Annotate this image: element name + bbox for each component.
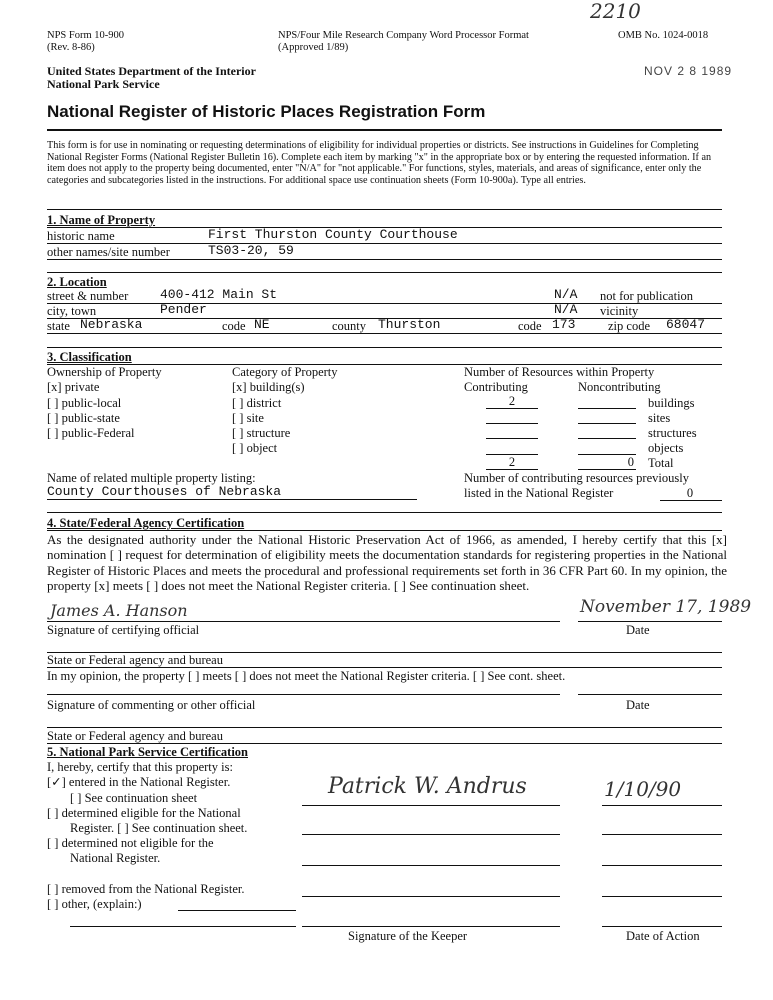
street-label: street & number [47,289,129,303]
entered-in-register[interactable]: [✓] entered in the National Register. [47,775,231,789]
certification-text: As the designated authority under the National Historic Preservation Act of 1966, as amended, I hereby certify that this [x] nomination [ ] request for determination of eligibility meets the documentation standards for registering properties in the National Register of Historic Places and meets the procedural and professional requirements set forth in 36 CFR Part 60. In my opinion, the property [x] meets [ ] does not meet the National Register criteria. [ ] See continuation sheet. [47,532,727,593]
blank-line [302,805,560,806]
form-instructions: This form is for use in nominating or requesting determinations of eligibility for individual properties or districts. See instructions in Guidelines for Completing National Register Forms (National Register Bulletin 16). Complete each item by marking "x" in the appropriate box or by entering the requested information. If an item does not apply to the property being documented, enter "N/A" for "not applicable." For functions, styles, materials, and areas of significance, enter only the categories and subcategories listed in the instructions. For additional space use continuation sheets (Form 10-900a). Type all entries. [47,140,712,186]
certifying-signature: James A. Hanson [50,601,188,620]
county-value[interactable]: Thurston [378,317,441,332]
county-label: county [332,319,367,333]
title-rule [47,129,722,131]
blank-line [660,500,722,501]
street-value[interactable]: 400-412 Main St [160,287,278,302]
agency-line-1: United States Department of the Interior [47,64,256,78]
blank-line [486,423,538,424]
blank-line [602,896,722,897]
previously-listed-line-2: listed in the National Register [464,486,614,500]
keeper-signature-label: Signature of the Keeper [348,929,468,943]
category-district[interactable]: [ ] district [232,396,282,410]
nps-cert-intro: I, hereby, certify that this property is: [47,760,233,774]
county-code-label: code [518,319,542,333]
blank-line [578,694,722,695]
blank-line [70,926,296,927]
omb-number: OMB No. 1024-0018 [618,30,709,41]
ownership-public-local[interactable]: [ ] public-local [47,396,122,410]
section-2-heading: 2. Location [47,275,107,289]
blank-line [47,499,417,500]
section-5-heading: 5. National Park Service Certification [47,745,248,759]
section-rule [47,209,722,210]
blank-line [578,469,636,470]
total-noncontributing[interactable]: 0 [627,455,634,469]
street-na: N/A [554,287,578,302]
blank-line [302,865,560,866]
zip-label: zip code [608,319,650,333]
buildings-label: buildings [648,396,695,410]
vicinity-label: vicinity [600,304,639,318]
category-structure[interactable]: [ ] structure [232,426,291,440]
handwritten-number: 2210 [590,0,641,23]
buildings-contributing[interactable]: 2 [508,394,516,408]
state-code-label: code [222,319,246,333]
ownership-private[interactable]: [x] private [47,380,100,394]
keeper-signature: Patrick W. Andrus [328,774,527,799]
section-rule [47,272,722,273]
see-continuation-1[interactable]: [ ] See continuation sheet [70,791,198,805]
received-stamp: NOV 2 8 1989 [644,64,733,78]
section-3-heading: 3. Classification [47,350,132,364]
format-line-2: (Approved 1/89) [278,42,349,53]
not-for-publication: not for publication [600,289,694,303]
section-4-heading: 4. State/Federal Agency Certification [47,516,245,530]
agency-bureau-label-2: State or Federal agency and bureau [47,729,223,743]
form-title: National Register of Historic Places Registration Form [47,102,486,121]
city-value[interactable]: Pender [160,302,207,317]
determined-eligible-cont[interactable]: Register. [ ] See continuation sheet. [70,821,248,835]
blank-line [578,438,636,439]
determined-eligible[interactable]: [ ] determined eligible for the National [47,806,241,820]
section-rule [47,512,722,513]
field-rule [47,333,722,334]
form-number: NPS Form 10-900 [47,30,125,41]
section-rule [47,743,722,744]
blank-line [578,423,636,424]
category-site[interactable]: [ ] site [232,411,264,425]
blank-line [47,621,560,622]
category-heading: Category of Property [232,365,338,379]
related-listing-value[interactable]: County Courthouses of Nebraska [47,484,282,499]
blank-line [486,438,538,439]
format-line-1: NPS/Four Mile Research Company Word Processor Format [278,30,529,41]
category-object[interactable]: [ ] object [232,441,278,455]
certifying-date: November 17, 1989 [580,597,752,617]
blank-line [602,834,722,835]
total-contributing[interactable]: 2 [508,455,516,469]
blank-line [602,865,722,866]
field-rule [47,259,722,260]
previously-listed-value[interactable]: 0 [686,486,694,500]
objects-label: objects [648,441,684,455]
section-rule [47,347,722,348]
blank-line [47,694,560,695]
certifying-date-label: Date [626,623,650,637]
zip-value[interactable]: 68047 [666,317,706,332]
sites-label: sites [648,411,671,425]
form-revision: (Rev. 8-86) [47,42,95,53]
total-label: Total [648,456,674,470]
other-names-value[interactable]: TS03-20, 59 [208,243,294,258]
determined-not-eligible-cont: National Register. [70,851,161,865]
blank-line [602,926,722,927]
ownership-public-state[interactable]: [ ] public-state [47,411,120,425]
resources-heading: Number of Resources within Property [464,365,655,379]
blank-line [302,926,560,927]
city-na: N/A [554,302,578,317]
city-label: city, town [47,304,97,318]
blank-line [486,469,538,470]
category-buildings[interactable]: [x] building(s) [232,380,305,394]
contributing-heading: Contributing [464,380,528,394]
commenting-signature-label: Signature of commenting or other official [47,698,256,712]
blank-line [178,910,296,911]
blank-line [578,408,636,409]
historic-name-label: historic name [47,229,115,243]
noncontributing-heading: Noncontributing [578,380,661,394]
field-rule [47,243,722,244]
opinion-text: In my opinion, the property [ ] meets [ ] does not meet the National Register criteria. [ ] See cont. sheet. [47,669,566,683]
field-rule [47,667,722,668]
other-names-label: other names/site number [47,245,170,259]
state-value[interactable]: Nebraska [80,317,143,332]
historic-name-value[interactable]: First Thurston County Courthouse [208,227,458,242]
state-label: state [47,319,70,333]
blank-line [302,896,560,897]
other-explain[interactable]: [ ] other, (explain:) [47,897,142,911]
removed-from-register[interactable]: [ ] removed from the National Register. [47,882,245,896]
blank-line [486,408,538,409]
action-date: 1/10/90 [604,777,682,801]
previously-listed-line-1: Number of contributing resources previously [464,471,689,485]
ownership-heading: Ownership of Property [47,365,162,379]
agency-line-2: National Park Service [47,77,160,91]
blank-line [578,621,722,622]
date-of-action-label: Date of Action [626,929,700,943]
blank-line [602,805,722,806]
field-rule [47,727,722,728]
certifying-signature-label: Signature of certifying official [47,623,200,637]
section-1-heading: 1. Name of Property [47,213,156,227]
ownership-public-federal[interactable]: [ ] public-Federal [47,426,135,440]
related-listing-label: Name of related multiple property listing: [47,471,256,485]
commenting-date-label: Date [626,698,650,712]
blank-line [302,834,560,835]
structures-label: structures [648,426,697,440]
determined-not-eligible[interactable]: [ ] determined not eligible for the [47,836,214,850]
agency-bureau-label: State or Federal agency and bureau [47,653,223,667]
county-code-value[interactable]: 173 [552,317,576,332]
section-rule [47,530,722,531]
state-code-value[interactable]: NE [254,317,270,332]
